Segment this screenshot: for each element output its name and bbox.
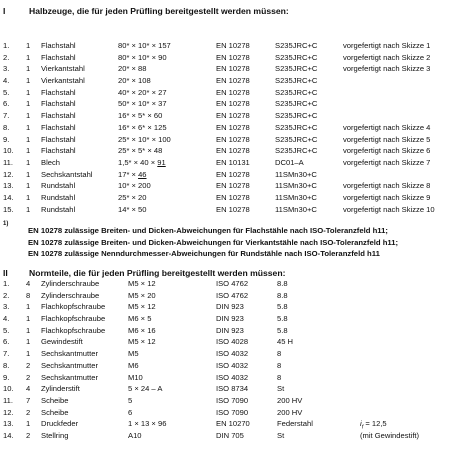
table-row: [0, 418, 458, 430]
remark: (mit Gewindestift): [360, 430, 420, 440]
standard: EN 10278: [216, 111, 250, 121]
material: 8: [277, 349, 282, 359]
quantity: 1: [26, 181, 31, 191]
standard: ISO 4762: [216, 290, 249, 300]
part-name: Sechskantstahl: [41, 169, 93, 179]
standard: EN 10278: [216, 76, 250, 86]
material: 200 HV: [277, 407, 303, 417]
material: St: [277, 430, 285, 440]
section-1-heading: [3, 6, 453, 18]
part-name: Flachstahl: [41, 52, 76, 62]
standard: EN 10278: [216, 134, 250, 144]
standard: ISO 4028: [216, 337, 249, 347]
material: 11SMn30+C: [275, 204, 317, 214]
part-name: Sechskantmutter: [41, 360, 98, 370]
quantity: 4: [26, 384, 31, 394]
footnote-line-2: EN 10278 zulässige Breiten- und Dicken-Abweichungen für Vierkantstähle nach ISO-Toleranzfeld h11;: [28, 237, 399, 247]
table-row: [0, 63, 458, 75]
material: 11SMn30+C: [275, 192, 317, 202]
quantity: 1: [26, 349, 31, 359]
table-row: [0, 204, 458, 216]
position-number: 15.: [3, 204, 14, 214]
dimensions: 80* × 10* × 157: [118, 41, 171, 50]
material: 8.8: [277, 290, 288, 300]
standard: EN 10131: [216, 157, 250, 167]
standard: EN 10278: [216, 181, 250, 191]
part-name: Sechskantmutter: [41, 349, 98, 359]
position-number: 8.: [3, 360, 10, 370]
standard: EN 10278: [216, 87, 250, 97]
dimensions: 25* × 5* × 48: [118, 146, 163, 156]
quantity: 2: [26, 407, 31, 417]
material: S235JRC+C: [275, 146, 318, 156]
material: S235JRC+C: [275, 111, 318, 121]
position-number: 1.: [3, 41, 10, 50]
position-number: 3.: [3, 302, 10, 312]
dimensions: 25* × 10* × 100: [118, 134, 171, 144]
table-row: [0, 395, 458, 407]
standard: DIN 923: [216, 314, 244, 324]
dimensions: M6 × 16: [128, 325, 156, 335]
position-number: 7.: [3, 111, 10, 121]
standard: DIN 705: [216, 430, 244, 440]
footnote-mark: 1): [3, 221, 9, 227]
quantity: 1: [26, 157, 31, 167]
quantity: 1: [26, 99, 31, 109]
remark: vorgefertigt nach Skizze 9: [343, 192, 431, 202]
position-number: 1.: [3, 279, 10, 288]
position-number: 12.: [3, 169, 14, 179]
remark: vorgefertigt nach Skizze 8: [343, 181, 431, 191]
part-name: Flachstahl: [41, 146, 76, 156]
quantity: 2: [26, 360, 31, 370]
dimensions: 25* × 20: [118, 192, 147, 202]
quantity: 1: [26, 146, 31, 156]
table-row: [0, 301, 458, 313]
table-row: [0, 430, 458, 442]
dimensions: 20* × 88: [118, 64, 147, 74]
finished-length: 46: [138, 169, 147, 179]
standard: DIN 923: [216, 302, 244, 312]
dimensions: 40* × 20* × 27: [118, 87, 167, 97]
standard: ISO 4032: [216, 349, 249, 359]
section-2-number: II: [3, 268, 8, 278]
material: S235JRC+C: [275, 134, 318, 144]
section-1-title: Halbzeuge, die für jeden Prüfling bereitgestellt werden müssen:: [29, 6, 289, 16]
quantity: 1: [26, 87, 31, 97]
part-name: Rundstahl: [41, 181, 76, 191]
dimensions: M10: [128, 372, 143, 382]
part-name: Rundstahl: [41, 204, 76, 214]
part-name: Zylinderschraube: [41, 290, 100, 300]
part-name: Druckfeder: [41, 419, 79, 429]
position-number: 11.: [3, 395, 13, 405]
standard: ISO 4032: [216, 372, 249, 382]
remark: vorgefertigt nach Skizze 5: [343, 134, 431, 144]
quantity: 1: [26, 419, 31, 429]
dimensions: 5: [128, 395, 133, 405]
standard: ISO 7090: [216, 395, 249, 405]
table-row: [0, 122, 458, 134]
material: 5.8: [277, 314, 288, 324]
quantity: 2: [26, 430, 31, 440]
standard: EN 10278: [216, 146, 250, 156]
table-row: [0, 360, 458, 372]
part-name: Flachstahl: [41, 134, 76, 144]
quantity: 1: [26, 64, 31, 74]
part-name: Zylinderstift: [41, 384, 80, 394]
remark: $i_f = 12,5$: [360, 419, 387, 431]
position-number: 5.: [3, 87, 10, 97]
finished-length: 91: [157, 157, 166, 167]
position-number: 5.: [3, 325, 10, 335]
table-row: [0, 383, 458, 395]
table-row: [0, 98, 458, 110]
quantity: 7: [26, 395, 31, 405]
standard: EN 10278: [216, 52, 250, 62]
position-number: 9.: [3, 372, 10, 382]
table-row: [0, 145, 458, 157]
standard: EN 10270: [216, 419, 250, 429]
table-row: [0, 336, 458, 348]
position-number: 12.: [3, 407, 14, 417]
table-row: [0, 313, 458, 325]
material: S235JRC+C: [275, 99, 318, 109]
dimensions: 16* × 6* × 125: [118, 122, 167, 132]
quantity: 1: [26, 314, 31, 324]
table-row: [0, 75, 458, 87]
position-number: 2.: [3, 290, 10, 300]
position-number: 13.: [3, 419, 14, 429]
table-row: [0, 290, 458, 302]
material: 5.8: [277, 302, 288, 312]
part-name: Flachstahl: [41, 99, 76, 109]
quantity: 1: [26, 41, 31, 50]
position-number: 14.: [3, 192, 14, 202]
table-row: [0, 325, 458, 337]
part-name: Flachstahl: [41, 41, 76, 50]
standard: ISO 4762: [216, 279, 249, 288]
quantity: 2: [26, 372, 31, 382]
table-row: [0, 192, 458, 204]
dimensions: 50* × 10* × 37: [118, 99, 167, 109]
remark: vorgefertigt nach Skizze 2: [343, 52, 431, 62]
part-name: Vierkantstahl: [41, 76, 85, 86]
standard: DIN 923: [216, 325, 244, 335]
part-name: Flachkopfschraube: [41, 302, 106, 312]
position-number: 2.: [3, 52, 10, 62]
position-number: 7.: [3, 349, 10, 359]
dimensions: M5 × 12: [128, 302, 156, 312]
material: St: [277, 384, 285, 394]
material: 11SMn30+C: [275, 169, 317, 179]
dimensions: 10* × 200: [118, 181, 151, 191]
standard: ISO 7090: [216, 407, 249, 417]
material: 5.8: [277, 325, 288, 335]
standard: ISO 4032: [216, 360, 249, 370]
quantity: 1: [26, 169, 31, 179]
part-name: Flachkopfschraube: [41, 314, 106, 324]
standard: EN 10278: [216, 169, 250, 179]
part-name: Scheibe: [41, 407, 69, 417]
material: 11SMn30+C: [275, 181, 317, 191]
dimensions: 6: [128, 407, 133, 417]
material: 45 H: [277, 337, 294, 347]
table-row: [0, 372, 458, 384]
table-row: [0, 134, 458, 146]
material: S235JRC+C: [275, 41, 318, 50]
position-number: 6.: [3, 337, 10, 347]
dimensions: M5: [128, 349, 139, 359]
standard: EN 10278: [216, 99, 250, 109]
material: 8: [277, 360, 282, 370]
quantity: 1: [26, 76, 31, 86]
quantity: 1: [26, 111, 31, 121]
material: 8.8: [277, 279, 288, 288]
dimensions: M5 × 12: [128, 337, 156, 347]
part-name: Flachstahl: [41, 122, 76, 132]
position-number: 6.: [3, 99, 10, 109]
dimensions: 20* × 108: [118, 76, 151, 86]
table-row: [0, 40, 458, 52]
semi-finished-table: [0, 40, 458, 215]
remark: vorgefertigt nach Skizze 1: [343, 41, 431, 50]
quantity: 1: [26, 337, 31, 347]
position-number: 4.: [3, 76, 10, 86]
material: DC01–A: [275, 157, 304, 167]
dimensions: 16* × 5* × 60: [118, 111, 163, 121]
quantity: 1: [26, 204, 31, 214]
dimensions: 5 × 24 – A: [128, 384, 163, 394]
standard-parts-table: [0, 278, 458, 442]
table-row: [0, 278, 458, 290]
position-number: 11.: [3, 157, 13, 167]
footnote-line-1: EN 10278 zulässige Breiten- und Dicken-Abweichungen für Flachstähle nach ISO-Toleranzfeld h11;: [28, 226, 388, 235]
remark: vorgefertigt nach Skizze 10: [343, 204, 435, 214]
table-row: [0, 157, 458, 169]
material: 8: [277, 372, 282, 382]
part-name: Blech: [41, 157, 60, 167]
table-row: [0, 87, 458, 99]
dimensions: 14* × 50: [118, 204, 147, 214]
dimensions: 1,5* × 40 × 91: [118, 157, 166, 167]
remark: vorgefertigt nach Skizze 7: [343, 157, 431, 167]
dimensions: 80* × 10* × 90: [118, 52, 167, 62]
quantity: 1: [26, 302, 31, 312]
position-number: 9.: [3, 134, 10, 144]
remark: vorgefertigt nach Skizze 3: [343, 64, 431, 74]
table-row: [0, 348, 458, 360]
position-number: 8.: [3, 122, 10, 132]
position-number: 3.: [3, 64, 10, 74]
dimensions: M6: [128, 360, 139, 370]
standard: EN 10278: [216, 204, 250, 214]
standard: EN 10278: [216, 41, 250, 50]
quantity: 1: [26, 325, 31, 335]
table-row: [0, 110, 458, 122]
section-1-number: I: [3, 6, 6, 16]
position-number: 10.: [3, 146, 14, 156]
part-name: Sechskantmutter: [41, 372, 98, 382]
section-2-title: Normteile, die für jeden Prüfling bereitgestellt werden müssen:: [29, 268, 286, 278]
part-name: Rundstahl: [41, 192, 76, 202]
remark: vorgefertigt nach Skizze 4: [343, 122, 431, 132]
part-name: Zylinderschraube: [41, 279, 100, 288]
part-name: Scheibe: [41, 395, 69, 405]
part-name: Gewindestift: [41, 337, 83, 347]
part-name: Stellring: [41, 430, 69, 440]
dimensions: 17* × 46: [118, 169, 147, 179]
material: S235JRC+C: [275, 87, 318, 97]
quantity: 1: [26, 134, 31, 144]
table-row: [0, 180, 458, 192]
dimensions: M5 × 12: [128, 279, 156, 288]
quantity: 1: [26, 52, 31, 62]
part-name: Flachkopfschraube: [41, 325, 106, 335]
part-name: Flachstahl: [41, 111, 76, 121]
position-number: 10.: [3, 384, 14, 394]
material: 200 HV: [277, 395, 303, 405]
footnote-line-3: EN 10278 zulässige Nenndurchmesser-Abweichungen für Rundstähle nach ISO-Toleranzfeld h11: [28, 249, 380, 258]
material: S235JRC+C: [275, 52, 318, 62]
dimensions: A10: [128, 430, 142, 440]
quantity: 4: [26, 279, 31, 288]
position-number: 4.: [3, 314, 10, 324]
table-row: [0, 52, 458, 64]
material: S235JRC+C: [275, 76, 318, 86]
standard: EN 10278: [216, 192, 250, 202]
dimensions: M6 × 5: [128, 314, 152, 324]
dimensions: M5 × 20: [128, 290, 156, 300]
remark: vorgefertigt nach Skizze 6: [343, 146, 431, 156]
position-number: 13.: [3, 181, 14, 191]
part-name: Vierkantstahl: [41, 64, 85, 74]
quantity: 8: [26, 290, 31, 300]
dimensions: 1 × 13 × 96: [128, 419, 167, 429]
material: S235JRC+C: [275, 122, 318, 132]
part-name: Flachstahl: [41, 87, 76, 97]
material: Federstahl: [277, 419, 313, 429]
quantity: 1: [26, 122, 31, 132]
standard: EN 10278: [216, 122, 250, 132]
table-row: [0, 169, 458, 181]
table-row: [0, 407, 458, 419]
material: S235JRC+C: [275, 64, 318, 74]
tolerance-footnote: [0, 221, 458, 260]
position-number: 14.: [3, 430, 14, 440]
quantity: 1: [26, 192, 31, 202]
standard: EN 10278: [216, 64, 250, 74]
standard: ISO 8734: [216, 384, 249, 394]
